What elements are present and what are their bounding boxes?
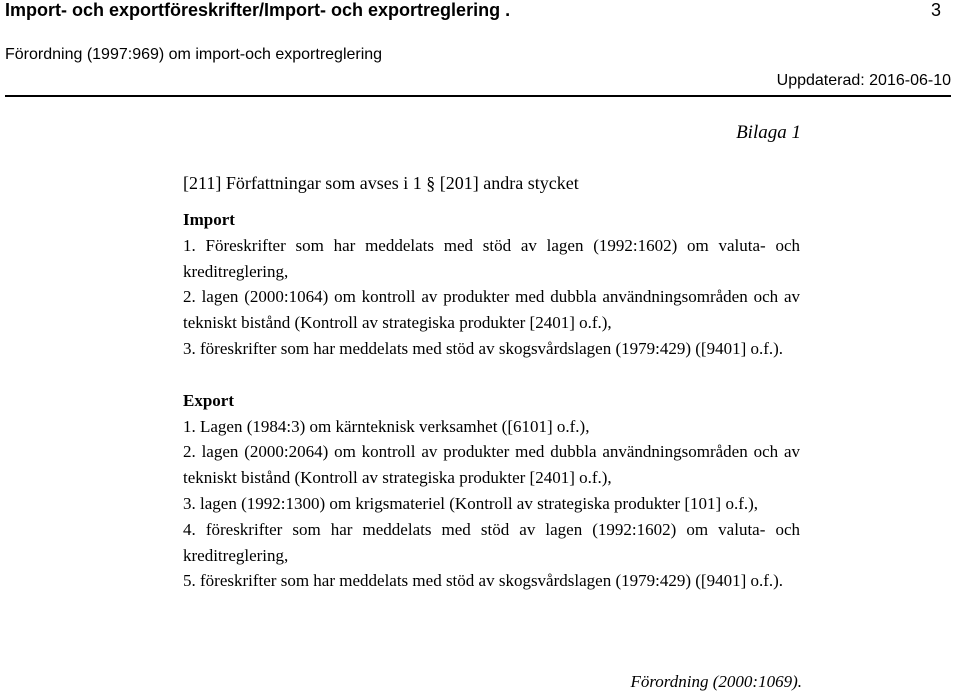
export-item-5: 5. föreskrifter som har meddelats med stöd av skogsvårdslagen (1979:429) ([9401] o.f.). xyxy=(183,571,784,591)
header-divider xyxy=(5,95,951,97)
document-body xyxy=(183,207,800,594)
page-number: 3 xyxy=(930,0,941,20)
import-item-1: 1. Föreskrifter som har meddelats med stöd av lagen (1992:1602) om valuta- och kreditreglering, xyxy=(183,235,800,281)
export-item-4: 4. föreskrifter som har meddelats med stöd av lagen (1992:1602) om valuta- och kreditreglering, xyxy=(183,519,800,565)
export-item-2: 2. lagen (2000:2064) om kontroll av produkter med dubbla användningsområden och av tekniskt bistånd (Kontroll av strategiska produkter [2401] o.f.), xyxy=(183,442,800,488)
import-item-2: 2. lagen (2000:1064) om kontroll av produkter med dubbla användningsområden och av tekniskt bistånd (Kontroll av strategiska produkter [2401] o.f.), xyxy=(183,287,800,333)
import-item-3: 3. föreskrifter som har meddelats med stöd av skogsvårdslagen (1979:429) ([9401] o.f.). xyxy=(183,338,784,358)
document-title: Import- och exportföreskrifter/Import- och exportreglering . xyxy=(5,0,511,20)
export-heading: Export xyxy=(183,390,234,410)
section-spacer xyxy=(183,362,800,388)
section-heading: [211] Författningar som avses i 1 § [201] andra stycket xyxy=(183,173,579,193)
export-item-3: 3. lagen (1992:1300) om krigsmateriel (Kontroll av strategiska produkter [101] o.f.), xyxy=(183,493,759,513)
import-heading: Import xyxy=(183,210,235,229)
amendment-reference: Förordning (2000:1069). xyxy=(630,672,802,691)
appendix-label: Bilaga 1 xyxy=(736,122,801,143)
document-subtitle: Förordning (1997:969) om import-och exportreglering xyxy=(5,46,383,63)
updated-date: Uppdaterad: 2016-06-10 xyxy=(776,72,951,89)
export-item-1: 1. Lagen (1984:3) om kärnteknisk verksamhet ([6101] o.f.), xyxy=(183,416,590,436)
